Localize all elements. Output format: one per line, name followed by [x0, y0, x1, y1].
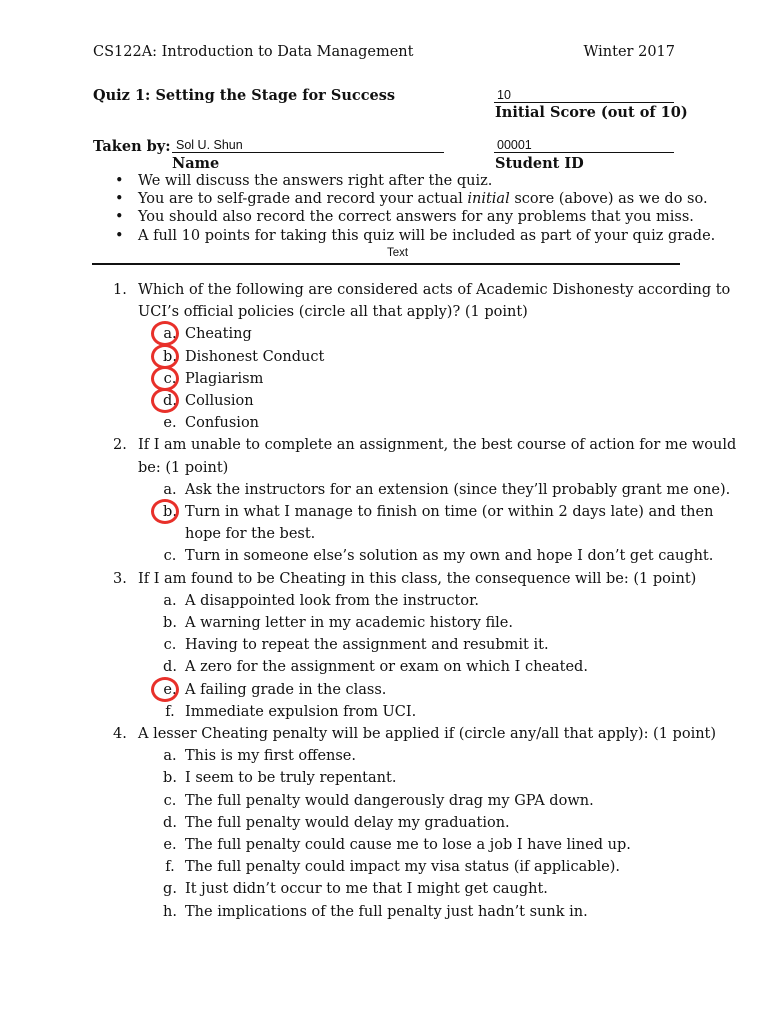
- question-text: Which of the following are considered acts of Academic Dishonesty according to: [138, 282, 731, 298]
- answer-circle-mark: [151, 499, 179, 524]
- option-letter: a.: [163, 748, 177, 765]
- option-letter: f.: [165, 703, 175, 720]
- option-letter: b.: [163, 504, 177, 520]
- option-letter: e.: [163, 681, 177, 698]
- question-text: UCI’s official policies (circle all that apply)? (1 point): [138, 304, 528, 321]
- answer-circle-mark: [151, 388, 179, 413]
- instruction-text-segment: initial: [467, 191, 510, 208]
- question-number: 1.: [113, 282, 127, 298]
- option-letter: b.: [163, 348, 177, 365]
- option-text: A zero for the assignment or exam on which I cheated.: [185, 659, 588, 676]
- student-id-field-line: [494, 152, 674, 153]
- option-letter: b.: [163, 770, 177, 787]
- question-number: 3.: [113, 570, 127, 587]
- name-field-label: Name: [172, 155, 220, 172]
- option-text: Collusion: [185, 393, 254, 409]
- option-text: Turn in what I manage to finish on time (or within 2 days late) and then: [185, 504, 714, 520]
- option-text: It just didn’t occur to me that I might get caught.: [185, 881, 548, 898]
- option-letter: a.: [163, 592, 177, 609]
- course-title: CS122A: Introduction to Data Management: [93, 44, 414, 60]
- text-field-label[interactable]: Text: [387, 247, 409, 259]
- instruction-text-segment: score (above) as we do so.: [509, 191, 708, 208]
- taken-by-label: Taken by:: [93, 138, 171, 155]
- instruction-text: [138, 209, 694, 225]
- student-id-field-value[interactable]: 00001: [497, 138, 532, 152]
- answer-circle-mark: [151, 321, 179, 346]
- option-text: Plagiarism: [185, 370, 264, 387]
- student-id-field-label: Student ID: [495, 155, 584, 172]
- option-letter: f.: [165, 859, 175, 876]
- option-letter: e.: [163, 415, 177, 432]
- option-text: The implications of the full penalty just hadn’t sunk in.: [185, 903, 588, 920]
- option-text: The full penalty could cause me to lose a job I have lined up.: [185, 837, 631, 853]
- bullet-icon: •: [115, 191, 124, 208]
- option-text: The full penalty would delay my graduation.: [185, 814, 510, 831]
- option-letter: d.: [163, 814, 177, 831]
- option-letter: a.: [163, 481, 177, 498]
- question-number: 2.: [113, 437, 127, 454]
- quiz-title: Quiz 1: Setting the Stage for Success: [93, 87, 396, 104]
- option-letter: a.: [163, 326, 177, 343]
- instruction-text: [138, 173, 492, 189]
- option-text: Dishonest Conduct: [185, 348, 325, 365]
- option-letter: e.: [163, 837, 177, 853]
- option-letter: c.: [163, 548, 177, 565]
- option-letter: c.: [163, 370, 177, 387]
- question-text: A lesser Cheating penalty will be applied if (circle any/all that apply): (1 point): [138, 726, 717, 742]
- section-divider: [92, 263, 680, 265]
- score-field-value[interactable]: 10: [497, 88, 511, 102]
- name-field-line: [172, 152, 444, 153]
- option-letter: h.: [163, 903, 177, 920]
- instruction-text-segment: A full 10 points for taking this quiz will be included as part of your quiz grade.: [138, 227, 716, 244]
- question-text: be: (1 point): [138, 459, 229, 476]
- option-letter: c.: [163, 637, 177, 654]
- option-text: Ask the instructors for an extension (since they’ll probably grant me one).: [185, 481, 731, 498]
- instruction-text-segment: You are to self-grade and record your actual: [138, 191, 468, 208]
- score-field-line: [494, 102, 674, 103]
- instruction-text: [138, 228, 715, 244]
- option-letter: d.: [163, 659, 177, 676]
- term-label: Winter 2017: [583, 44, 675, 60]
- option-text: A disappointed look from the instructor.: [185, 592, 480, 609]
- score-field-label: Initial Score (out of 10): [495, 104, 688, 121]
- answer-circle-mark: [151, 344, 179, 369]
- option-text: Immediate expulsion from UCI.: [185, 703, 417, 720]
- instruction-text: [138, 191, 708, 207]
- question-text: If I am found to be Cheating in this class, the consequence will be: (1 point): [138, 570, 697, 587]
- option-letter: c.: [163, 792, 177, 809]
- question-text: If I am unable to complete an assignment, the best course of action for me would: [138, 437, 737, 454]
- instruction-text-segment: You should also record the correct answers for any problems that you miss.: [138, 209, 694, 226]
- option-text: A warning letter in my academic history file.: [185, 615, 513, 631]
- option-letter: d.: [163, 393, 177, 409]
- bullet-icon: •: [115, 209, 124, 226]
- name-field-value[interactable]: Sol U. Shun: [176, 138, 243, 152]
- option-text: A failing grade in the class.: [185, 681, 387, 698]
- bullet-icon: •: [115, 173, 124, 189]
- option-text: Cheating: [185, 326, 252, 343]
- option-text: The full penalty would dangerously drag my GPA down.: [185, 792, 594, 809]
- option-letter: g.: [163, 881, 177, 898]
- option-text: Turn in someone else’s solution as my own and hope I don’t get caught.: [185, 548, 714, 565]
- bullet-icon: •: [115, 227, 124, 244]
- option-text: hope for the best.: [185, 526, 316, 543]
- option-text: This is my first offense.: [185, 748, 356, 765]
- answer-circle-mark: [151, 677, 179, 702]
- option-text: Confusion: [185, 415, 260, 432]
- option-text: I seem to be truly repentant.: [185, 770, 397, 787]
- question-number: 4.: [113, 726, 127, 742]
- option-letter: b.: [163, 615, 177, 631]
- option-text: The full penalty could impact my visa status (if applicable).: [185, 859, 620, 876]
- instruction-text-segment: We will discuss the answers right after the quiz.: [138, 173, 493, 189]
- option-text: Having to repeat the assignment and resubmit it.: [185, 637, 549, 654]
